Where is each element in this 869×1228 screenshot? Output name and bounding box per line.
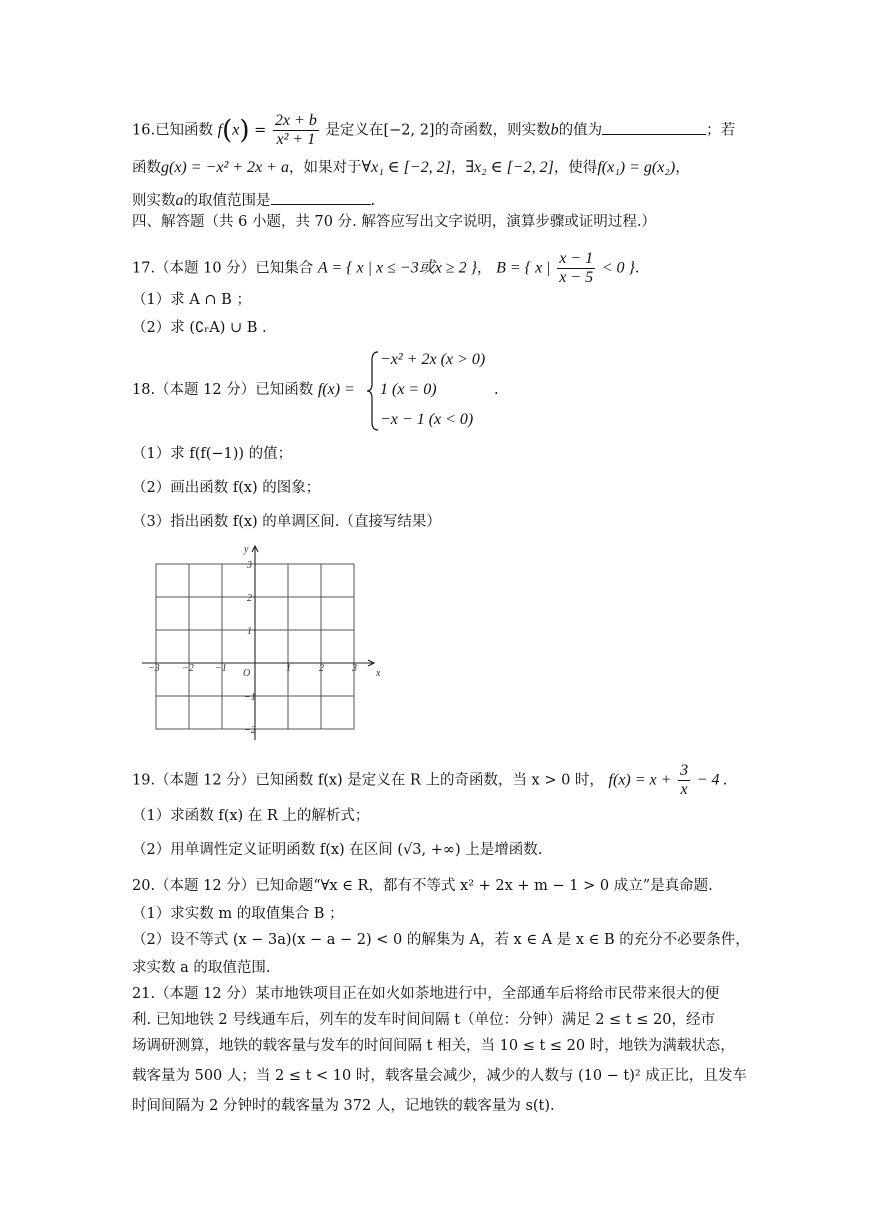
- q21-line-3: 场调研测算，地铁的载客量与发车的时间间隔 t 相关，当 10 ≤ t ≤ 20 时，地铁为满载状态，: [132, 1038, 735, 1054]
- x-tick-neg-1: −1: [215, 663, 227, 674]
- y-tick-2: 2: [247, 593, 252, 604]
- q18-case-3: −x − 1 (x < 0): [380, 411, 474, 428]
- q18-part-1: （1）求 f(f(−1)) 的值；: [132, 446, 293, 462]
- q16-f-symbol: f: [217, 121, 223, 139]
- q16-x-symbol: x: [232, 121, 240, 139]
- q18-part-3: （3）指出函数 f(x) 的单调区间.（直接写结果）: [132, 514, 441, 530]
- q16-number: 16.: [132, 122, 156, 139]
- q16-f-equals-g: f(x₁) = g(x₂): [597, 159, 676, 176]
- q16-exists-condition: ∃x₂ ∈ [−2, 2]: [465, 159, 554, 176]
- q19-part-1: （1）求函数 f(x) 在 R 上的解析式；: [132, 808, 370, 824]
- q16-text-9: 的取值范围是: [183, 193, 271, 209]
- q17-end: .: [634, 260, 640, 277]
- q16-fraction-numerator: 2x + b: [274, 112, 317, 129]
- y-tick-3: 3: [247, 560, 252, 571]
- q18-fx: f(x) =: [317, 381, 355, 398]
- q19-expr-prefix: f(x) = x +: [608, 771, 672, 789]
- q16-interval: [−2, 2]: [383, 122, 435, 139]
- x-tick-neg-3: −3: [148, 663, 160, 674]
- q16-text-2: 的奇函数，则实数: [434, 122, 551, 139]
- q17-head: 17.（本题 10 分）已知集合: [132, 260, 314, 277]
- q17-fraction: [557, 250, 595, 287]
- q17-set-b-suffix: < 0 }: [601, 259, 635, 277]
- q16-forall-condition: ∀x₁ ∈ [−2, 2]: [361, 159, 451, 176]
- q17-set-a: A = { x | x ≤ −3或x ≥ 2 }: [317, 259, 477, 277]
- q17-part-1: （1）求 A ∩ B ；: [132, 292, 251, 308]
- y-tick-neg-2: −2: [244, 725, 256, 736]
- q18-case-2: 1 (x = 0): [380, 381, 437, 398]
- x-tick-1: 1: [286, 663, 291, 674]
- y-tick-neg-1: −1: [244, 692, 256, 703]
- q16-text-7: ，使得: [553, 160, 598, 176]
- q19-expr-suffix: − 4 .: [696, 771, 728, 789]
- q19-fraction-denominator: x: [680, 781, 688, 798]
- q16-equals: =: [254, 122, 267, 139]
- q21-line-2: 利. 已知地铁 2 号线通车后，列车的发车时间间隔 t（单位：分钟）满足 2 ≤ t ≤ 20，经市: [132, 1012, 715, 1028]
- q19-fraction: [678, 762, 690, 799]
- q16-text-3: 的值为: [558, 122, 603, 139]
- q16-text-6: ，: [450, 160, 466, 176]
- q16-text-1: 是定义在: [325, 122, 384, 139]
- q16-l2-prefix: 函数: [132, 160, 161, 176]
- x-tick-2: 2: [319, 663, 324, 674]
- q17-fraction-denominator: x − 5: [559, 269, 594, 286]
- q16-prefix: 已知函数: [155, 122, 214, 139]
- q16-b-symbol: b: [550, 121, 559, 139]
- q16-text-10: .: [370, 193, 376, 209]
- q18-head-line: [132, 380, 355, 400]
- q19-line-1: [132, 762, 727, 799]
- q16-answer-blank-1: [602, 120, 706, 135]
- q20-head: 20.（本题 12 分）已知命题“∀x ∈ R，都有不等式 x² + 2x + m − 1 > 0 成立”是真命题.: [132, 878, 713, 894]
- q18-head: 18.（本题 12 分）已知函数: [132, 382, 314, 398]
- x-axis-label: x: [376, 668, 381, 679]
- q17-comma: ，: [477, 260, 492, 277]
- q19-part-2: （2）用单调性定义证明函数 f(x) 在区间 (√3, +∞) 上是增函数.: [132, 842, 543, 858]
- q16-text-4: ；若: [706, 122, 736, 139]
- y-tick-1: 1: [247, 626, 252, 637]
- y-axis-label: y: [244, 544, 249, 555]
- q18-case-1: −x² + 2x (x > 0): [380, 351, 486, 368]
- axes: [142, 546, 374, 740]
- q16-fraction: [273, 112, 319, 149]
- q20-part-1: （1）求实数 m 的取值集合 B ；: [132, 906, 344, 922]
- q20-part-3: 求实数 a 的取值范围.: [132, 960, 271, 976]
- q20-part-2: （2）设不等式 (x − 3a)(x − a − 2) < 0 的解集为 A，若 x ∈ A 是 x ∈ B 的充分不必要条件，: [132, 932, 750, 948]
- origin-label: O: [243, 668, 251, 679]
- q16-l3-prefix: 则实数: [132, 193, 176, 209]
- q21-line-1: 21.（本题 12 分）某市地铁项目正在如火如荼地进行中，全部通车后将给市民带来很大的便: [132, 986, 720, 1002]
- q17-part-2: （2）求 (∁ᵣA) ∪ B .: [132, 320, 267, 336]
- q16-g-expression: g(x) = −x² + 2x + a: [161, 159, 289, 176]
- q19-fraction-numerator: 3: [680, 762, 689, 779]
- q21-line-5: 时间间隔为 2 分钟时的载客量为 372 人，记地铁的载客量为 s(t).: [132, 1098, 555, 1114]
- q18-end: .: [494, 382, 499, 398]
- q17-fraction-numerator: x − 1: [559, 250, 594, 267]
- x-tick-3: 3: [352, 663, 357, 674]
- q17-set-b-prefix: B = { x |: [496, 259, 551, 277]
- q19-head: 19.（本题 12 分）已知函数 f(x) 是定义在 R 上的奇函数，当 x > 0 时，: [132, 772, 604, 789]
- q17-line-1: [132, 250, 640, 287]
- q16-answer-blank-2: [271, 190, 371, 205]
- q16-fraction-denominator: x² + 1: [276, 131, 316, 148]
- q16-line-2: [132, 158, 690, 178]
- q21-line-4: 载客量为 500 人；当 2 ≤ t < 10 时，载客量会减少，减少的人数与 (10 − t)² 成正比，且发车: [132, 1068, 747, 1084]
- q16-text-8: ，: [675, 160, 690, 176]
- x-tick-neg-2: −2: [182, 663, 194, 674]
- coordinate-grid: [140, 540, 390, 750]
- q16-line-3: [132, 190, 375, 211]
- q16-text-5: ，如果对于: [288, 160, 362, 176]
- q16-line-1: 16.已知函数 f(x) = $\frac{2x + b}{\text{x² + 1}}$ 是定义在[−2, 2]的奇函数，则实数b的值为 ；若: [132, 112, 736, 148]
- section-heading: 四、解答题（共 6 小题，共 70 分. 解答应写出文字说明，演算步骤或证明过程.）: [132, 214, 656, 230]
- q18-left-brace: [366, 350, 380, 432]
- q16-a-symbol: a: [175, 192, 184, 209]
- q18-part-2: （2）画出函数 f(x) 的图象；: [132, 480, 321, 496]
